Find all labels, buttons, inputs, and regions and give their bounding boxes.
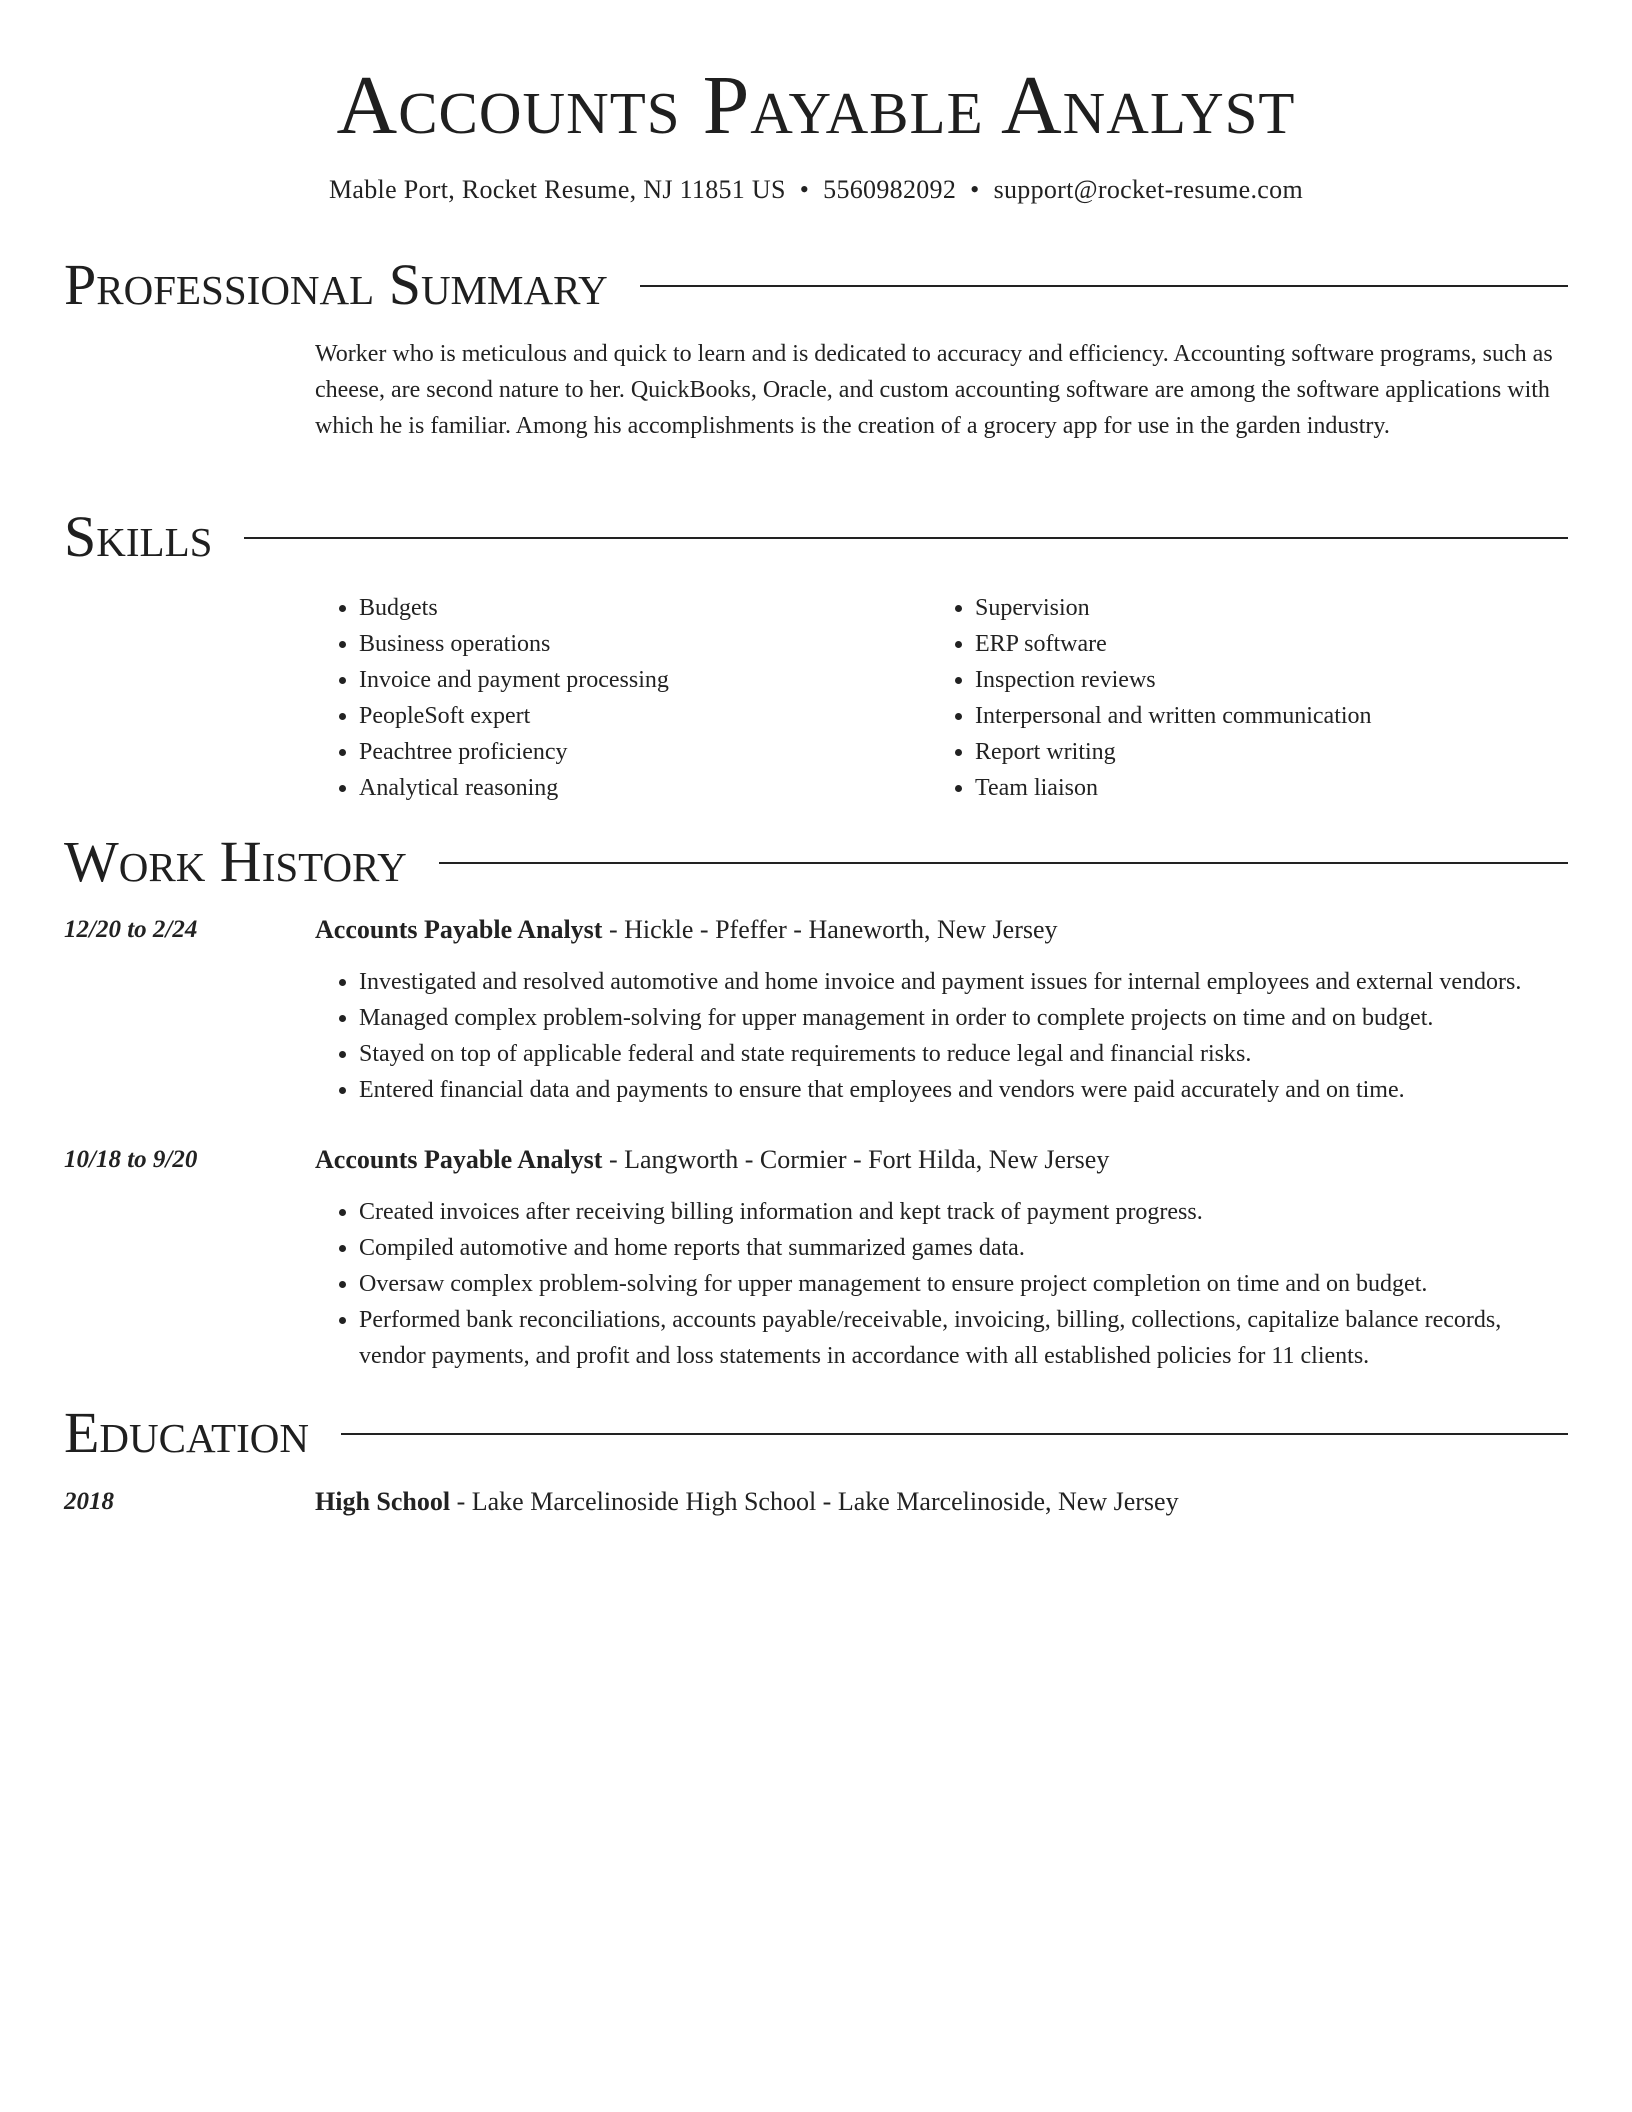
contact-email: support@rocket-resume.com xyxy=(993,175,1303,204)
job-bullet: • Investigated and resolved automotive and home invoice and payment issues for internal employees and external vendors. xyxy=(359,964,1568,1000)
section-divider xyxy=(439,862,1568,864)
skill-item: • Analytical reasoning xyxy=(359,770,931,806)
skills-heading: Skills xyxy=(64,504,213,569)
contact-phone: 5560982092 xyxy=(823,175,957,204)
job-bullet: • Created invoices after receiving billing information and kept track of payment progress. xyxy=(359,1194,1568,1230)
skills-section-header xyxy=(64,502,1568,572)
job-bullet: • Oversaw complex problem-solving for upper management to ensure project completion on time and on budget. xyxy=(359,1266,1568,1302)
skill-item: • Report writing xyxy=(975,734,1547,770)
summary-text: Worker who is meticulous and quick to learn and is dedicated to accuracy and efficiency. Accounting software programs, such as cheese, are second nature to her. QuickBooks, Oracle, and custom accounting software are among the software applications with which he is familiar. Among his accomplishments is the creation of a grocery app for use in the garden industry. xyxy=(315,341,1553,439)
contact-address: Mable Port, Rocket Resume, NJ 11851 US xyxy=(329,175,786,204)
skill-item: • Business operations xyxy=(359,626,931,662)
skill-item: • Budgets xyxy=(359,590,931,626)
job-bullets xyxy=(315,964,1568,1108)
job-bullet: • Managed complex problem-solving for upper management in order to complete projects on time and on budget. xyxy=(359,1000,1568,1036)
skill-item: • PeopleSoft expert xyxy=(359,698,931,734)
job-title-line xyxy=(315,912,1058,948)
education-school: - Lake Marcelinoside High School - Lake Marcelinoside, New Jersey xyxy=(450,1487,1179,1516)
education-section-header xyxy=(64,1398,1568,1468)
job-date: 10/18 to 9/20 xyxy=(64,1146,198,1173)
skill-item: • Interpersonal and written communication xyxy=(975,698,1547,734)
job-employer: - Langworth - Cormier - Fort Hilda, New Jersey xyxy=(602,1145,1110,1174)
work-heading: Work History xyxy=(64,829,407,894)
job-title-line xyxy=(315,1142,1109,1178)
job-employer: - Hickle - Pfeffer - Haneworth, New Jersey xyxy=(602,915,1058,944)
candidate-name: Accounts Payable Analyst xyxy=(336,59,1296,152)
education-degree: High School xyxy=(315,1487,451,1516)
job-title: Accounts Payable Analyst xyxy=(315,915,603,944)
skill-item: • Supervision xyxy=(975,590,1547,626)
work-section-header xyxy=(64,827,1568,897)
skill-item: • ERP software xyxy=(975,626,1547,662)
skill-item: • Peachtree proficiency xyxy=(359,734,931,770)
contact-line xyxy=(0,172,1632,208)
job-bullets xyxy=(315,1194,1568,1374)
skill-item: • Team liaison xyxy=(975,770,1547,806)
section-divider xyxy=(341,1433,1568,1435)
job-bullet: • Performed bank reconciliations, accounts payable/receivable, invoicing, billing, collections, capitalize balance records, vendor payments, and profit and loss statements in accordance with all established policies for 11 clients. xyxy=(359,1302,1568,1374)
contact-separator: • xyxy=(970,175,980,204)
skills-column-left xyxy=(315,590,931,806)
skills-column-right xyxy=(931,590,1547,806)
job-bullet: • Compiled automotive and home reports that summarized games data. xyxy=(359,1230,1568,1266)
job-bullet: • Entered financial data and payments to ensure that employees and vendors were paid accurately and on time. xyxy=(359,1072,1568,1108)
summary-section-header xyxy=(64,250,1568,320)
education-heading: Education xyxy=(64,1400,309,1465)
contact-separator: • xyxy=(799,175,810,204)
education-date: 2018 xyxy=(64,1488,114,1515)
job-date: 12/20 to 2/24 xyxy=(64,916,198,943)
skill-item: • Invoice and payment processing xyxy=(359,662,931,698)
skills-list xyxy=(315,590,1568,806)
summary-heading: Professional Summary xyxy=(64,252,608,317)
skill-item: • Inspection reviews xyxy=(975,662,1547,698)
job-title: Accounts Payable Analyst xyxy=(315,1145,603,1174)
job-bullet: • Stayed on top of applicable federal and state requirements to reduce legal and financial risks. xyxy=(359,1036,1568,1072)
section-divider xyxy=(640,285,1568,287)
section-divider xyxy=(244,537,1568,539)
education-title-line xyxy=(315,1484,1179,1520)
